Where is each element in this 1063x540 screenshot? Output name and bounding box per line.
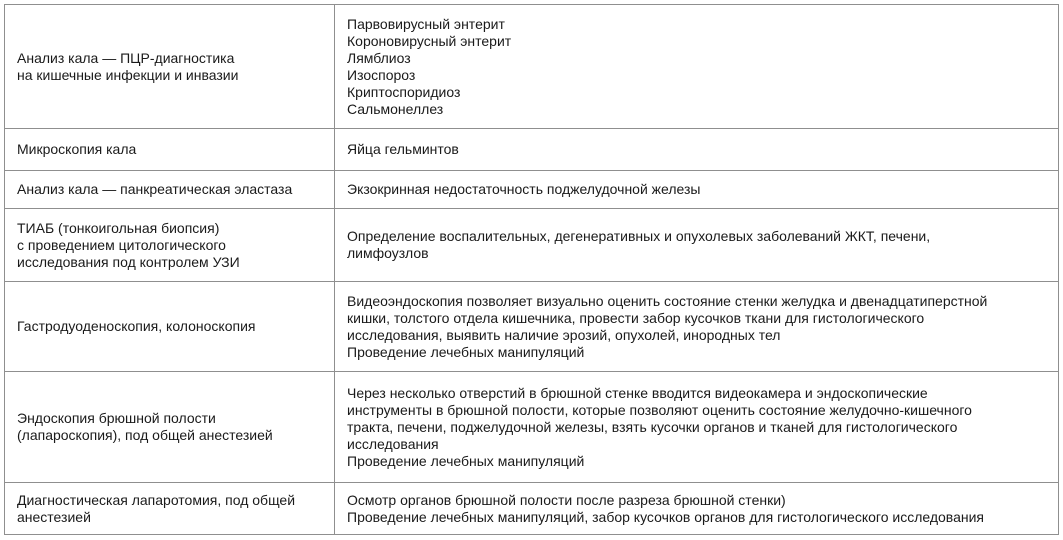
- result-text: тракта, печени, поджелудочной железы, взять кусочки органов и тканей для гистологического: [347, 418, 958, 435]
- result-text: Видеоэндоскопия позволяет визуально оценить состояние стенки желудка и двенадцатиперстной: [347, 292, 988, 309]
- table-row: [5, 282, 1059, 372]
- table-row: [5, 5, 1059, 129]
- result-cell: [335, 282, 1059, 372]
- result-text: Парвовирусный энтерит: [347, 15, 505, 32]
- method-cell: [5, 282, 335, 372]
- method-text: анестезией: [17, 508, 91, 525]
- result-text: Изоспороз: [347, 66, 416, 83]
- result-text: Определение воспалительных, дегенеративных и опухолевых заболеваний ЖКТ, печени,: [347, 228, 931, 244]
- table-row: [5, 209, 1059, 282]
- diagnostics-table: [4, 4, 1059, 535]
- table-row: [5, 129, 1059, 171]
- method-text: Микроскопия кала: [17, 141, 137, 157]
- method-cell: [5, 171, 335, 209]
- result-text: инструменты в брюшной полости, которые позволяют оценить состояние желудочно-кишечного: [347, 401, 972, 418]
- method-text: Гастродуоденоскопия, колоноскопия: [17, 318, 256, 334]
- method-text: Анализ кала — ПЦР-диагностика: [17, 49, 235, 66]
- result-cell: [335, 372, 1059, 483]
- result-text: Экзокринная недостаточность поджелудочной железы: [347, 181, 701, 197]
- method-text: с проведением цитологического: [17, 236, 226, 253]
- result-cell: [335, 483, 1059, 535]
- result-text: Проведение лечебных манипуляций, забор кусочков органов для гистологического исследования: [347, 508, 985, 525]
- result-text: кишки, толстого отдела кишечника, провести забор кусочков ткани для гистологического: [347, 309, 925, 326]
- result-text: Яйца гельминтов: [347, 141, 459, 157]
- result-cell: [335, 171, 1059, 209]
- result-text: исследования: [347, 435, 439, 452]
- method-cell: [5, 209, 335, 282]
- result-cell: [335, 209, 1059, 282]
- result-text: Через несколько отверстий в брюшной стенке вводится видеокамера и эндоскопические: [347, 384, 928, 401]
- method-text: Эндоскопия брюшной полости: [17, 410, 216, 426]
- method-cell: [5, 372, 335, 483]
- method-text: на кишечные инфекции и инвазии: [17, 66, 239, 83]
- result-text: лимфоузлов: [347, 245, 429, 261]
- method-cell: [5, 129, 335, 171]
- result-text: Короновирусный энтерит: [347, 32, 512, 49]
- method-text: исследования под контролем УЗИ: [17, 253, 240, 270]
- result-text: Лямблиоз: [347, 49, 411, 66]
- result-text: Осмотр органов брюшной полости после разреза брюшной стенки): [347, 491, 786, 508]
- result-text: Сальмонеллез: [347, 100, 444, 117]
- result-text: исследования, выявить наличие эрозий, опухолей, инородных тел: [347, 326, 781, 343]
- method-text: ТИАБ (тонкоигольная биопсия): [17, 219, 220, 236]
- result-cell: [335, 5, 1059, 129]
- method-cell: [5, 5, 335, 129]
- result-text: Криптоспоридиоз: [347, 83, 461, 100]
- method-cell: [5, 483, 335, 535]
- method-text: (лапароскопия), под общей анестезией: [17, 427, 273, 443]
- result-text: Проведение лечебных манипуляций: [347, 452, 585, 469]
- result-text: Проведение лечебных манипуляций: [347, 343, 585, 360]
- method-text: Диагностическая лапаротомия, под общей: [17, 491, 296, 508]
- method-text: Анализ кала — панкреатическая эластаза: [17, 181, 293, 197]
- table-row: [5, 372, 1059, 483]
- table-row: [5, 171, 1059, 209]
- table-row: [5, 483, 1059, 535]
- result-cell: [335, 129, 1059, 171]
